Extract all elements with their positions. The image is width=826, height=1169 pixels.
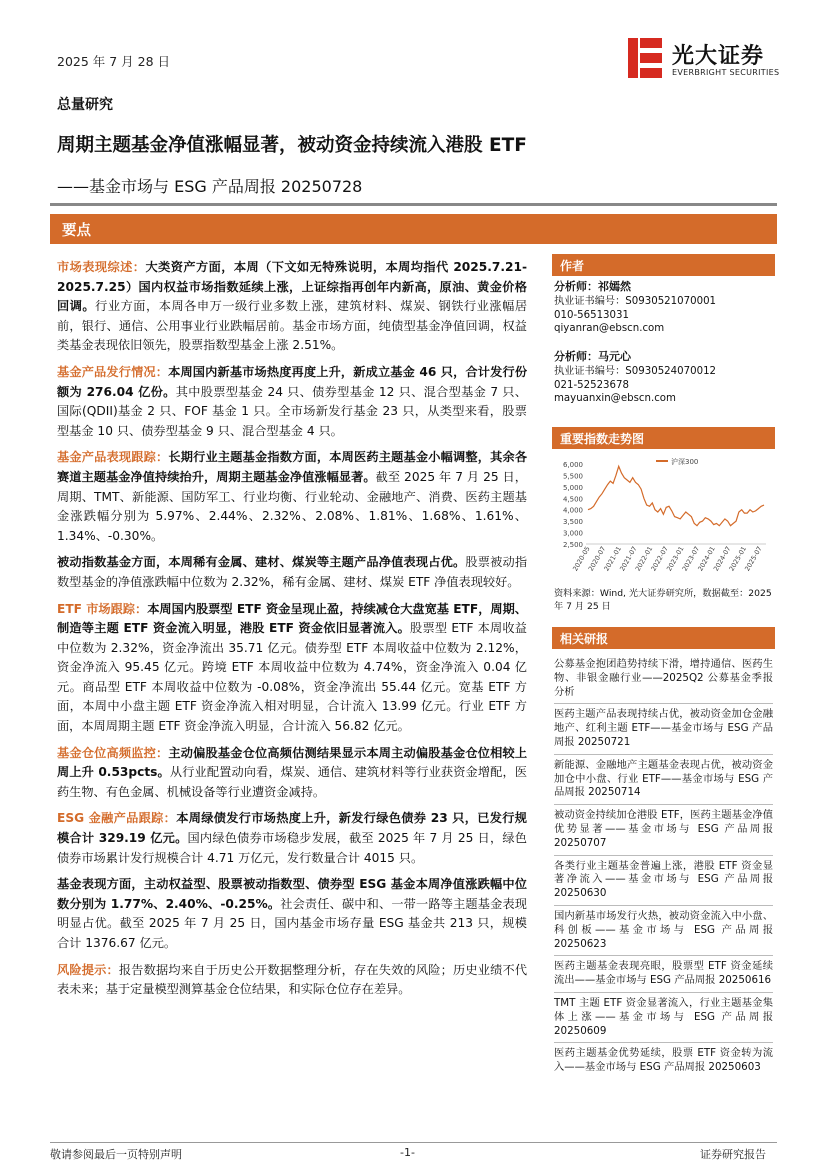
analyst-name: 分析师：马元心 <box>554 350 631 363</box>
x-tick-label: 2021-07 <box>618 545 639 573</box>
section-paragraph: 基金产品表现跟踪：长期行业主题基金指数方面，本周医药主题基金小幅调整，其余各赛道主题基金净值持续抬升，周期主题基金净值涨幅显著。截至 2025 年 7 月 25 日， 周期、TMT、新能源、国防军工、行业均衡、行业轮动、金融地产、消费、医药主题基金涨跌幅分别为 5.97%、2.44%、2.32%、2.08%、1.81%、1.68%、1.61%、1.34%、-0.30%。 <box>57 450 528 543</box>
related-research-label: 相关研报 <box>560 632 609 646</box>
related-report-link[interactable]: 国内新基市场发行火热，被动资金流入中小盘、科创板——基金市场与 ESG 产品周报 20250623 <box>554 906 773 956</box>
section-paragraph: 被动指数基金方面，本周稀有金属、建材、煤炭等主题产品净值表现占优。股票被动指数型基金的净值涨跌幅中位数为 2.32%，稀有金属、建材、煤炭 ETF 净值表现较好。 <box>57 555 528 589</box>
related-report-link[interactable]: 医药主题产品表现持续占优，被动资金加仓金融地产、红利主题 ETF——基金市场与 ESG 产品周报 20250721 <box>554 704 773 754</box>
analyst-email[interactable]: qiyanran@ebscn.com <box>554 323 665 335</box>
legend-label: 沪深300 <box>671 458 699 466</box>
analyst-name: 分析师：祁嫣然 <box>554 280 631 293</box>
y-tick-label: 3,000 <box>562 529 583 538</box>
keypoints-label: 要点 <box>62 223 91 239</box>
x-tick-label: 2022-07 <box>649 545 670 573</box>
brand-name: 光大证券 <box>672 44 765 69</box>
analyst-email[interactable]: mayuanxin@ebscn.com <box>554 393 676 405</box>
analyst-phone: 021-52523678 <box>554 379 629 391</box>
report-date: 2025 年 7 月 28 日 <box>57 54 171 69</box>
risk-warning: 风险提示：报告数据均来自于历史公开数据整理分析，存在失效的风险；历史业绩不代表未来；基于定量模型测算基金仓位结果，和实际仓位存在差异。 <box>57 962 528 997</box>
related-report-link[interactable]: 被动资金持续加仓港股 ETF，医药主题基金净值优势显著——基金市场与 ESG 产品周报 20250707 <box>554 805 773 855</box>
main-content <box>57 258 527 1007</box>
footer-divider <box>50 1142 777 1143</box>
x-tick-label: 2025-01 <box>727 545 749 573</box>
y-tick-label: 4,000 <box>562 506 583 515</box>
section-paragraph: 基金表现方面，主动权益型、股票被动指数型、债券型 ESG 基金本周净值涨跌幅中位数分别为 1.77%、2.40%、-0.25%。社会责任、碳中和、一带一路等主题基金表现明显占优。截至 2025 年 7 月 25 日，国内基金市场存量 ESG 基金共 213 只，规模合计 1376.67 亿元。 <box>57 877 527 950</box>
title-divider <box>50 203 777 206</box>
x-tick-label: 2024-01 <box>696 545 717 573</box>
related-report-link[interactable]: 医药主题基金优势延续，股票 ETF 资金转为流入——基金市场与 ESG 产品周报 20250603 <box>554 1047 773 1074</box>
authors-label: 作者 <box>560 259 585 273</box>
x-tick-label: 2021-01 <box>602 545 624 573</box>
analyst-phone: 010-56513031 <box>554 309 629 321</box>
section-paragraph: 市场表现综述：大类资产方面，本周（下文如无特殊说明，本周均指代 2025.7.21-2025.7.25）国内权益市场指数延续上涨，上证综指再创年内新高，原油、黄金价格回调。行业方面，本周各申万一级行业多数上涨，建筑材料、煤炭、钢铁行业涨幅居前，银行、通信、公用事业行业跌幅居前。基金市场方面，纯债型基金净值回调，权益类基金表现依旧领先，股票指数型基金上涨 2.51%。 <box>57 260 528 353</box>
author-2 <box>554 350 774 406</box>
x-tick-label: 2022-01 <box>633 545 655 573</box>
related-report-link[interactable]: 新能源、金融地产主题基金表现占优，被动资金加仓中小盘、行业 ETF——基金市场与 ESG 产品周报 20250714 <box>554 755 773 805</box>
x-tick-label: 2020-05 <box>571 545 592 573</box>
report-title: 周期主题基金净值涨幅显著，被动资金持续流入港股 ETF <box>57 135 527 156</box>
x-tick-label: 2020-07 <box>586 545 608 573</box>
x-tick-label: 2024-07 <box>711 545 733 573</box>
related-report-link[interactable]: 公募基金抱团趋势持续下滑，增持通信、医药生物、非银金融行业——2025Q2 公募基金季报分析 <box>554 654 773 704</box>
footer-disclaimer-link[interactable]: 敬请参阅最后一页特别声明 <box>50 1148 182 1161</box>
index-chart-header <box>552 427 775 449</box>
report-subtitle: ——基金市场与 ESG 产品周报 20250728 <box>57 177 363 196</box>
index-chart-label: 重要指数走势图 <box>560 432 645 446</box>
x-tick-label: 2023-01 <box>665 545 686 573</box>
section-paragraph: 基金仓位高频监控：主动偏股基金仓位高频估测结果显示本周主动偏股基金仓位相较上周上升 0.53pcts。从行业配置动向看，煤炭、通信、建筑材料等行业获资金增配，医药生物、有色金属、机械设备等行业遭资金减持。 <box>57 745 528 799</box>
keypoints-banner <box>50 214 777 244</box>
index-trend-chart <box>552 452 776 584</box>
analyst-cert: 执业证书编号：S0930521070001 <box>554 295 717 307</box>
related-research-list <box>554 654 773 1079</box>
chart-source-note: 资料来源：Wind, 光大证券研究所，数据截至：2025 年 7 月 25 日 <box>554 588 772 612</box>
x-tick-label: 2025-07 <box>743 545 764 573</box>
authors-header <box>552 254 775 276</box>
y-tick-label: 6,000 <box>562 461 583 469</box>
section-paragraph: ETF 市场跟踪：本周国内股票型 ETF 资金呈现止盈，持续减仓大盘宽基 ETF，周期、制造等主题 ETF 资金流入明显，港股 ETF 资金依旧显著流入。股票型 ETF 本周收益中位数为 2.32%，资金净流出 35.71 亿元。债券型 ETF 本周收益中位数为 2.12%，资金净流入 95.45 亿元。跨境 ETF 本周收益中位数为 4.74%，资金净流入 0.04 亿元。商品型 ETF 本周收益中位数为 -0.08%，资金净流出 55.44 亿元。宽基 ETF 方面，本周中小盘主题 ETF 资金净流入相对明显，合计流入 13.99 亿元。行业 ETF 方面，本周周期主题 ETF 资金净流入明显，合计流入 56.82 亿元。 <box>57 601 527 734</box>
everbright-logo-icon <box>626 36 666 80</box>
section-paragraph: ESG 金融产品跟踪：本周绿债发行市场热度上升，新发行绿色债券 23 只，已发行规模合计 329.19 亿元。国内绿色债券市场稳步发展，截至 2025 年 7 月 25 日，绿色债券市场累计发行规模合计 4.71 万亿元，发行数量合计 4015 只。 <box>57 811 527 865</box>
series-line <box>588 466 764 525</box>
x-tick-label: 2023-07 <box>680 545 702 573</box>
report-category: 总量研究 <box>57 97 113 113</box>
y-tick-label: 5,000 <box>562 483 583 492</box>
related-report-link[interactable]: TMT 主题 ETF 资金显著流入，行业主题基金集体上涨——基金市场与 ESG 产品周报 20250609 <box>554 993 773 1043</box>
y-tick-label: 2,500 <box>562 541 583 549</box>
related-report-link[interactable]: 医药主题基金表现亮眼，股票型 ETF 资金延续流出——基金市场与 ESG 产品周报 20250616 <box>554 956 773 993</box>
footer-report-type: 证券研究报告 <box>700 1148 766 1161</box>
section-paragraph: 基金产品发行情况：本周国内新基市场热度再度上升，新成立基金 46 只，合计发行份额为 276.04 亿份。其中股票型基金 24 只、债券型基金 12 只、混合型基金 7 只、国际(QDII)基金 2 只、FOF 基金 1 只。全市场新发行基金 23 只，从类型来看，股票型基金 10 只、债券型基金 9 只、混合型基金 4 只。 <box>57 364 528 438</box>
author-1 <box>554 280 774 336</box>
brand-name-en: EVERBRIGHT SECURITIES <box>672 68 780 77</box>
brand-logo <box>626 36 780 84</box>
related-report-link[interactable]: 各类行业主题基金普遍上涨，港股 ETF 资金显著净流入——基金市场与 ESG 产品周报 20250630 <box>554 856 773 906</box>
page-number: -1- <box>400 1146 415 1159</box>
related-research-header <box>552 627 775 649</box>
y-tick-label: 4,500 <box>562 495 583 504</box>
y-tick-label: 5,500 <box>562 472 583 481</box>
y-tick-label: 3,500 <box>562 518 583 527</box>
analyst-cert: 执业证书编号：S0930524070012 <box>554 365 717 377</box>
